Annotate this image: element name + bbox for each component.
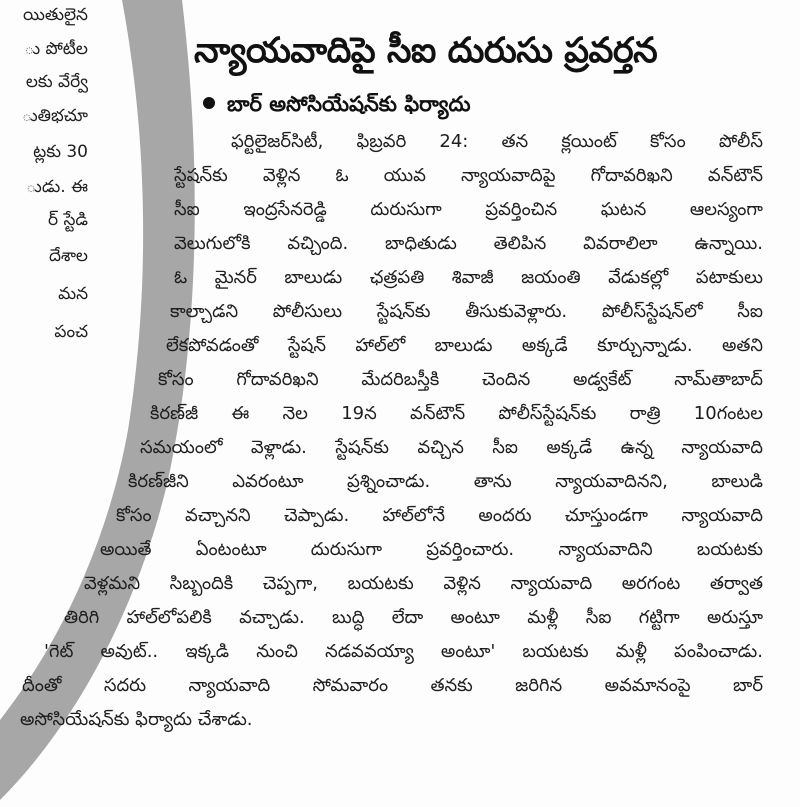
body-line: ఫర్టిలైజర్‌సిటీ, ఫిబ్రవరి 24: తన క్లయింట్ కోసం పోలీస్ [231,131,763,152]
body-line: కోసం వచ్చానని చెప్పాడు. హాల్‌లోనే అందరు చూస్తుండగా న్యాయవాది [116,505,763,526]
body-line: కాల్చాడని పోలీసులు స్టేషన్‌కు తీసుకువెళ్లారు. పోలీస్‌స్టేషన్‌లో సీఐ [170,301,763,322]
body-line: లేకపోవడంతో స్టేషన్ హాల్‌లో బాలుడు అక్కడే కూర్చున్నాడు. అతని [166,335,763,356]
subheadline-text: బార్ అసోసియేషన్‌కు ఫిర్యాదు [227,92,471,116]
body-line: కోసం గోదావరిఖని మేదరిబస్తీకి చెందిన అడ్వకేట్ నామ్‌తాబాద్ [158,369,763,390]
article-headline: న్యాయవాదిపై సీఐ దురుసు ప్రవర్తన [194,31,658,71]
left-column-line: యితులైన [23,5,88,25]
left-column-line: ర్ స్టేడి [48,210,88,230]
body-line: అయితే ఏంటంటూ దురుసుగా ప్రవర్తించారు. న్యాయవాదిని బయటకు [100,539,763,560]
body-line: వెళ్లమని సిబ్బందికి చెప్పగా, బయటకు వెళ్లిన న్యాయవాది అరగంట తర్వాత [84,573,763,594]
body-line: దీంతో సదరు న్యాయవాది సోమవారం తనకు జరిగిన అవమానంపై బార్ [22,675,763,696]
left-column-line: దేశాల [48,246,88,266]
left-column-line: లకు వేర్వే [25,72,88,92]
left-column-line: మన [58,284,88,304]
body-line: తిరిగి హాల్‌లోపలికి వచ్చాడు. బుద్ధి లేదా అంటూ మళ్లీ సీఐ గట్టిగా అరుస్తూ [64,607,763,628]
body-line: సీఐ ఇంద్రసేనరెడ్డి దురుసుగా ప్రవర్తించిన ఘటన ఆలస్యంగా [174,199,763,220]
left-column-line: పంచ [54,322,88,342]
left-column-line: ు పోటీల [24,39,88,59]
body-line: సమయంలో వెళ్లాడు. స్టేషన్‌కు వచ్చిన సీఐ అక్కడే ఉన్న న్యాయవాది [140,437,763,458]
body-line: కిరణ్‌జీని ఎవరంటూ ప్రశ్నించాడు. తాను న్యాయవాదినని, బాలుడి [128,471,763,492]
body-line: ఓ మైనర్ బాలుడు ఛత్రపతి శివాజీ జయంతి వేడుకల్లో పటాకులు [174,267,763,288]
body-line: కిరణ్‌జీ ఈ నెల 19న వన్‌టౌన్ పోలీస్‌స్టేషన్‌కు రాత్రి 10గంటల [150,403,763,424]
left-column-line: ట్లకు 30 [33,142,88,162]
body-line: వెలుగులోకి వచ్చింది. బాధితుడు తెలిపిన వివరాలిలా ఉన్నాయి. [174,233,763,254]
left-column-line: ుడు. ఈ [26,177,88,197]
body-line: 'గెట్ అవుట్.. ఇక్కడి నుంచి నడవవయ్యా అంటూ' బయటకు మళ్లీ పంపించాడు. [44,641,763,662]
left-column-line: ుతిభచూ [21,106,88,126]
body-line: అసోసియేషన్‌కు ఫిర్యాదు చేశాడు. [20,709,253,730]
body-line: స్టేషన్‌కు వెళ్లిన ఓ యువ న్యాయవాదిపై గోదావరిఖని వన్‌టౌన్ [174,165,763,186]
